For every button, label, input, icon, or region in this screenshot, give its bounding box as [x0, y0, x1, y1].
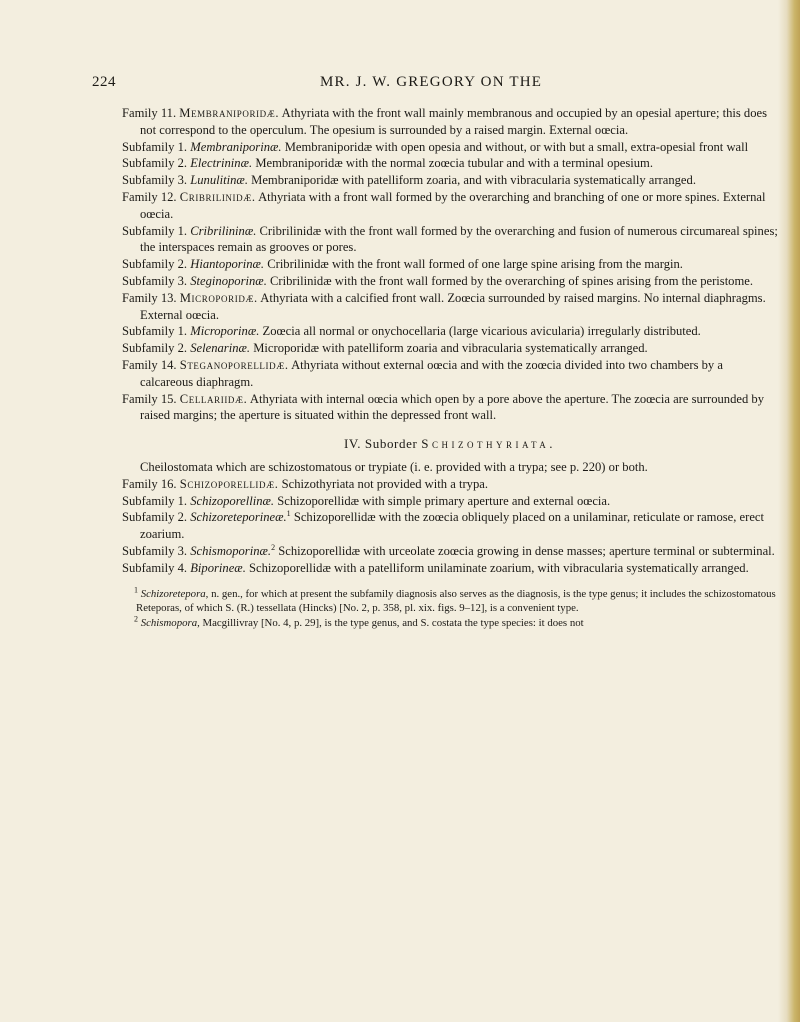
entry-label: Subfamily 4. — [122, 560, 188, 575]
subfamily-entry — [122, 493, 778, 510]
entry-label: Subfamily 2. — [122, 257, 188, 272]
entry-description: Membraniporidæ with the normal zoœcia tubular and with a terminal opesium. — [255, 156, 653, 171]
entry-label: Family 15. — [122, 391, 177, 406]
entry-label: Subfamily 3. — [122, 173, 188, 188]
subfamily-entry — [122, 560, 778, 577]
entry-label: Family 13. — [122, 290, 177, 305]
entry-taxon-name: Schizoporellinæ. — [190, 493, 275, 508]
subfamily-entry — [122, 509, 778, 543]
entry-label: Family 16. — [122, 476, 177, 491]
subfamily-entry — [122, 273, 778, 290]
entry-description: Membraniporidæ with patelliform zoaria, and with vibracularia systematically arranged. — [251, 173, 696, 188]
footnote-text: Macgillivray [No. 4, p. 29], is the type genus, and S. costata the type species: it does not — [202, 616, 584, 629]
footnote-mark: 2 — [134, 613, 138, 623]
family-entry — [122, 290, 778, 324]
page-body — [122, 105, 778, 630]
entry-description: Schizoporellidæ with simple primary aperture and external oœcia. — [277, 493, 611, 508]
suborder-name: Schizothyriata. — [421, 436, 557, 452]
entry-taxon-name: Microporidæ. — [179, 290, 258, 305]
entry-label: Subfamily 1. — [122, 223, 188, 238]
entry-description: Schizothyriata not provided with a trypa. — [281, 476, 488, 491]
entry-taxon-name: Steginoporinæ. — [190, 273, 267, 288]
subfamily-entry — [122, 256, 778, 273]
subfamily-entry — [122, 223, 778, 257]
subfamily-entry — [122, 543, 778, 560]
entry-taxon-name: Cribrilininæ. — [190, 223, 257, 238]
footnote-text: n. gen., for which at present the subfamily diagnosis also serves as the diagnosis, is the type genus; it includes the schizostomatous Reteporas, of which S. (R.) tessellata (Hincks) [No. 2, p. 358, pl. xix. figs. 9–12], is a convenient type. — [136, 587, 776, 615]
entry-label: Family 12. — [122, 189, 177, 204]
entry-taxon-name: Selenarinæ. — [190, 341, 251, 356]
entry-description: Athyriata with a front wall formed by the overarching and branching of one or more spines. External oœcia. — [140, 189, 766, 221]
entry-description: Schizoporellidæ with the zoœcia obliquely placed on a unilaminar, reticulate or ramose, erect zoarium. — [140, 510, 765, 542]
footnote-genus: Schizoretepora, — [140, 587, 209, 600]
entry-description: Cribrilinidæ with the front wall formed of one large spine arising from the margin. — [267, 257, 683, 272]
running-title: MR. J. W. GREGORY ON THE — [320, 74, 543, 90]
subfamily-entry — [122, 340, 778, 357]
footnote-mark: 1 — [134, 584, 138, 594]
entry-label: Subfamily 3. — [122, 273, 188, 288]
entry-description: Athyriata with internal oœcia which open by a pore above the aperture. The zoœcia are surrounded by raised margins; the aperture is situated within the depressed front wall. — [140, 391, 765, 423]
entry-label: Family 14. — [122, 357, 177, 372]
entry-description: Athyriata with the front wall mainly membranous and occupied by an opesial aperture; this does not correspond to the operculum. The opesium is surrounded by a raised margin. External oœcia. — [140, 106, 768, 137]
subfamily-entry — [122, 323, 778, 340]
suborder-prefix: IV. Suborder — [343, 436, 418, 452]
footnote-ref: 1 — [286, 509, 291, 519]
entry-taxon-name: Lunulitinæ. — [190, 173, 248, 188]
entry-taxon-name: Schismoporinæ. — [190, 543, 272, 558]
family-entry — [122, 105, 778, 139]
footnotes — [122, 584, 778, 631]
entry-description: Microporidæ with patelliform zoaria and vibracularia systematically arranged. — [253, 341, 648, 356]
family-entry — [122, 391, 778, 425]
entry-description: Athyriata with a calcified front wall. Zoœcia surrounded by raised margins. No internal diaphragms. External oœcia. — [140, 290, 766, 322]
family-entry — [122, 476, 778, 493]
entry-taxon-name: Steganoporellidæ. — [179, 357, 289, 372]
entry-taxon-name: Microporinæ. — [190, 324, 260, 339]
entry-taxon-name: Membraniporinæ. — [190, 139, 282, 154]
entry-taxon-name: Cellariidæ. — [179, 391, 248, 406]
entry-taxon-name: Hiantoporinæ. — [190, 257, 265, 272]
entry-description: Cribrilinidæ with the front wall formed by the overarching and fusion of numerous circumareal spines; the interspaces remain as grooves or pores. — [140, 223, 778, 255]
classification-list-2 — [122, 476, 778, 577]
family-entry — [122, 357, 778, 391]
entry-label: Subfamily 1. — [122, 493, 188, 508]
entry-taxon-name: Cribrilinidæ. — [179, 189, 256, 204]
entry-label: Subfamily 3. — [122, 543, 188, 558]
entry-label: Subfamily 2. — [122, 341, 188, 356]
entry-label: Subfamily 2. — [122, 156, 188, 171]
entry-description: Schizoporellidæ with urceolate zoœcia growing in dense masses; aperture terminal or subterminal. — [278, 543, 775, 558]
footnote — [122, 584, 778, 616]
entry-taxon-name: Biporineæ. — [190, 560, 246, 575]
suborder-intro: Cheilostomata which are schizostomatous or trypiate (i. e. provided with a trypa; see p. 220) or both. — [140, 459, 648, 474]
entry-description: Membraniporidæ with open opesia and without, or with but a small, extra-opesial front wall — [284, 139, 749, 154]
subfamily-entry — [122, 155, 778, 172]
entry-label: Subfamily 1. — [122, 324, 188, 339]
entry-taxon-name: Schizoreteporineæ. — [190, 510, 287, 525]
subfamily-entry — [122, 172, 778, 189]
page-edge-shadow — [778, 0, 800, 1022]
page-number: 224 — [92, 74, 116, 90]
entry-label: Subfamily 1. — [122, 139, 188, 154]
entry-description: Zoœcia all normal or onychocellaria (large vicarious avicularia) irregularly distributed. — [262, 324, 701, 339]
running-header — [92, 74, 752, 98]
entry-taxon-name: Membraniporidæ. — [179, 106, 280, 120]
entry-label: Subfamily 2. — [122, 510, 188, 525]
entry-description: Cribrilinidæ with the front wall formed by the overarching of spines arising from the peristome. — [270, 273, 754, 288]
suborder-heading — [122, 436, 778, 453]
entry-label: Family 11. — [122, 106, 177, 120]
entry-description: Athyriata without external oœcia and with the zoœcia divided into two chambers by a calcareous diaphragm. — [140, 357, 723, 389]
entry-taxon-name: Schizoporellidæ. — [179, 476, 279, 491]
footnote-genus: Schismopora, — [140, 616, 200, 629]
footnote — [122, 613, 778, 631]
classification-list-1 — [122, 105, 778, 424]
entry-description: Schizoporellidæ with a patelliform unilaminate zoarium, with vibracularia systematically arranged. — [249, 560, 749, 575]
subfamily-entry — [122, 139, 778, 156]
entry-taxon-name: Electrininæ. — [190, 156, 253, 171]
family-entry — [122, 189, 778, 223]
footnote-ref: 2 — [271, 542, 276, 552]
